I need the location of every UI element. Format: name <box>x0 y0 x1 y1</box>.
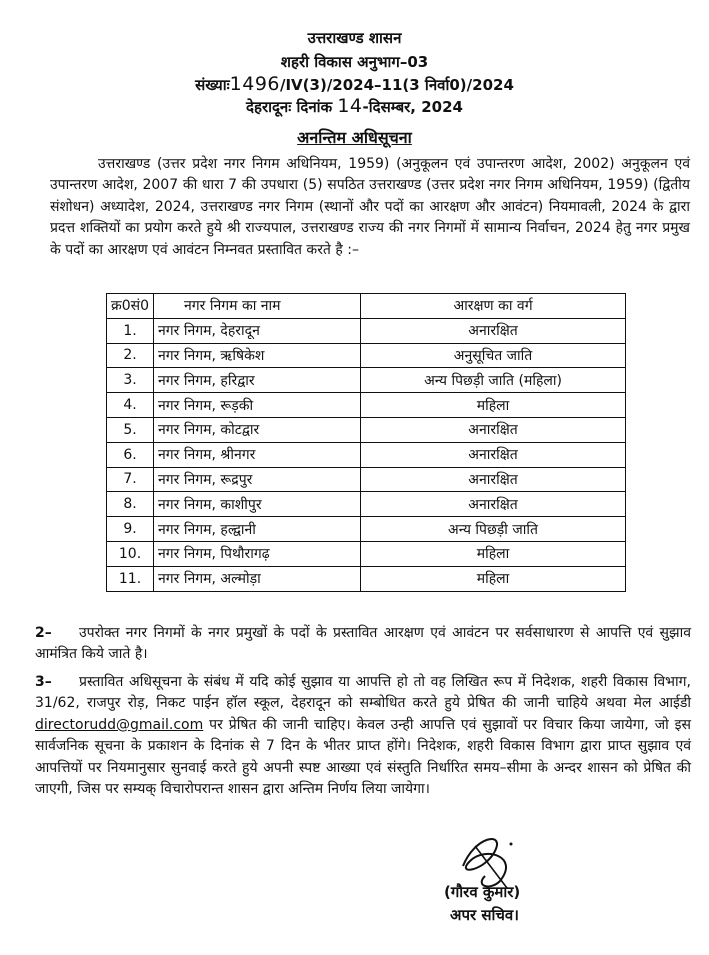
para2-text: उपरोक्त नगर निगमों के नगर प्रमुखों के पदों के प्रस्तावित आरक्षण एवं आवंटन पर सर्वसाधारण से आपत्ति एवं सुझाव आमंत्रित किये जाते है। <box>35 625 691 663</box>
table-row <box>107 393 626 418</box>
table-row <box>107 417 626 442</box>
header-section: शहरी विकास अनुभाग–03 <box>280 53 429 71</box>
letter-number <box>0 74 709 95</box>
letter-number-prefix: संख्याः <box>195 76 230 94</box>
category-cell: अनारक्षित <box>361 492 626 517</box>
serial-cell: 6. <box>107 442 154 467</box>
serial-cell: 1. <box>107 318 154 343</box>
category-cell: अनारक्षित <box>361 442 626 467</box>
serial-cell: 7. <box>107 467 154 492</box>
name-cell: नगर निगम, कोटद्वार <box>154 417 361 442</box>
table-row <box>107 566 626 591</box>
category-cell: महिला <box>361 566 626 591</box>
name-cell: नगर निगम, ऋषिकेश <box>154 343 361 368</box>
serial-cell: 2. <box>107 343 154 368</box>
category-cell: महिला <box>361 393 626 418</box>
intro-text: उत्तराखण्ड (उत्तर प्रदेश नगर निगम अधिनियम, 1959) (अनुकूलन एवं उपान्तरण आदेश, 2002) अनुकूलन एवं उपान्तरण आदेश, 2007 की धारा 7 की उपधारा (5) सपठित उत्तराखण्ड (उत्तर प्रदेश नगर निगम अधिनियम, 1959) (द्वितीय संशोधन) अध्यादेश, 2024, उत्तराखण्ड नगर निगम (स्थानों और पदों का आरक्षण और आवंटन) नियमावली, 2024 के द्वारा प्रदत्त शक्तियों का प्रयोग करते हुये श्री राज्यपाल, उत्तराखण्ड राज्य की नगर निगमों में सामान्य निर्वाचन, 2024 हेतु नगर प्रमुख के पदों का आरक्षण एवं आवंटन निम्नवत प्रस्तावित करते है :– <box>50 156 690 258</box>
col-category-header: आरक्षण का वर्ग <box>361 294 626 319</box>
para2 <box>35 623 691 666</box>
table-row <box>107 368 626 393</box>
para3 <box>35 672 691 800</box>
name-cell: नगर निगम, काशीपुर <box>154 492 361 517</box>
table-row <box>107 541 626 566</box>
table-row <box>107 467 626 492</box>
serial-cell: 10. <box>107 541 154 566</box>
serial-cell: 5. <box>107 417 154 442</box>
name-cell: नगर निगम, अल्मोड़ा <box>154 566 361 591</box>
letter-date-prefix: देहरादूनः दिनांक <box>246 98 333 116</box>
serial-cell: 3. <box>107 368 154 393</box>
serial-cell: 4. <box>107 393 154 418</box>
table-row <box>107 492 626 517</box>
notification-title: अनन्तिम अधिसूचना <box>297 128 412 147</box>
name-cell: नगर निगम, रूड़की <box>154 393 361 418</box>
category-cell: अन्य पिछड़ी जाति (महिला) <box>361 368 626 393</box>
reservation-table <box>106 293 626 592</box>
signatory-designation: अपर सचिव। <box>450 906 519 924</box>
table-header-row <box>107 294 626 319</box>
intro-paragraph <box>50 154 690 261</box>
name-cell: नगर निगम, देहरादून <box>154 318 361 343</box>
letter-date <box>0 96 709 117</box>
category-cell: अनारक्षित <box>361 318 626 343</box>
category-cell: अनारक्षित <box>361 417 626 442</box>
serial-cell: 8. <box>107 492 154 517</box>
category-cell: अनुसूचित जाति <box>361 343 626 368</box>
col-serial-header: क्र0सं0 <box>107 294 154 319</box>
serial-cell: 11. <box>107 566 154 591</box>
name-cell: नगर निगम, हल्द्वानी <box>154 517 361 542</box>
email-link[interactable]: directorudd@gmail.com <box>35 716 204 733</box>
name-cell: नगर निगम, रूद्रपुर <box>154 467 361 492</box>
name-cell: नगर निगम, हरिद्वार <box>154 368 361 393</box>
letter-date-handwritten: 14 <box>337 95 363 117</box>
table-row <box>107 318 626 343</box>
signatory-name: (गौरव कुमार) <box>444 883 521 901</box>
table-row <box>107 442 626 467</box>
name-cell: नगर निगम, श्रीनगर <box>154 442 361 467</box>
header-department: उत्तराखण्ड शासन <box>307 29 402 47</box>
category-cell: अन्य पिछड़ी जाति <box>361 517 626 542</box>
table-row <box>107 517 626 542</box>
category-cell: अनारक्षित <box>361 467 626 492</box>
letter-date-suffix: -दिसम्बर, 2024 <box>362 98 463 116</box>
table-row <box>107 343 626 368</box>
para3-text-b: पर प्रेषित की जानी चाहिए। केवल उन्ही आपत्ति एवं सुझावों पर विचार किया जायेगा, जो इस सार्वजनिक सूचना के प्रकाशन के दिनांक से 7 दिन के भीतर प्राप्त होंगे। निदेशक, शहरी विकास विभाग द्वारा प्राप्त सुझाव एवं आपत्तियों पर नियमानुसार सुनवाई करते हुये अपनी स्पष्ट आख्या एवं संस्तुति निर्धारित समय–सीमा के अन्दर शासन को प्रेषित की जाएगी, जिस पर सम्यक् विचारोपरान्त शासन द्वारा अन्तिम निर्णय लिया जायेगा। <box>35 716 691 798</box>
name-cell: नगर निगम, पिथौरागढ़ <box>154 541 361 566</box>
para2-number: 2– <box>35 625 52 641</box>
letter-number-handwritten: 1496 <box>229 73 280 95</box>
serial-cell: 9. <box>107 517 154 542</box>
para3-number: 3– <box>35 674 52 690</box>
letter-number-suffix: /IV(3)/2024–11(3 निर्वा0)/2024 <box>280 76 514 94</box>
category-cell: महिला <box>361 541 626 566</box>
col-name-header: नगर निगम का नाम <box>154 294 361 319</box>
para3-text-a: प्रस्तावित अधिसूचना के संबंध में यदि कोई सुझाव या आपत्ति हो तो वह लिखित रूप में निदेशक, शहरी विकास विभाग, 31/62, राजपुर रोड़, निकट पाईन हॉल स्कूल, देहरादून को सम्बोधित करते हुये प्रेषित की जानी चाहिये अथवा मेल आईडी <box>35 674 691 712</box>
